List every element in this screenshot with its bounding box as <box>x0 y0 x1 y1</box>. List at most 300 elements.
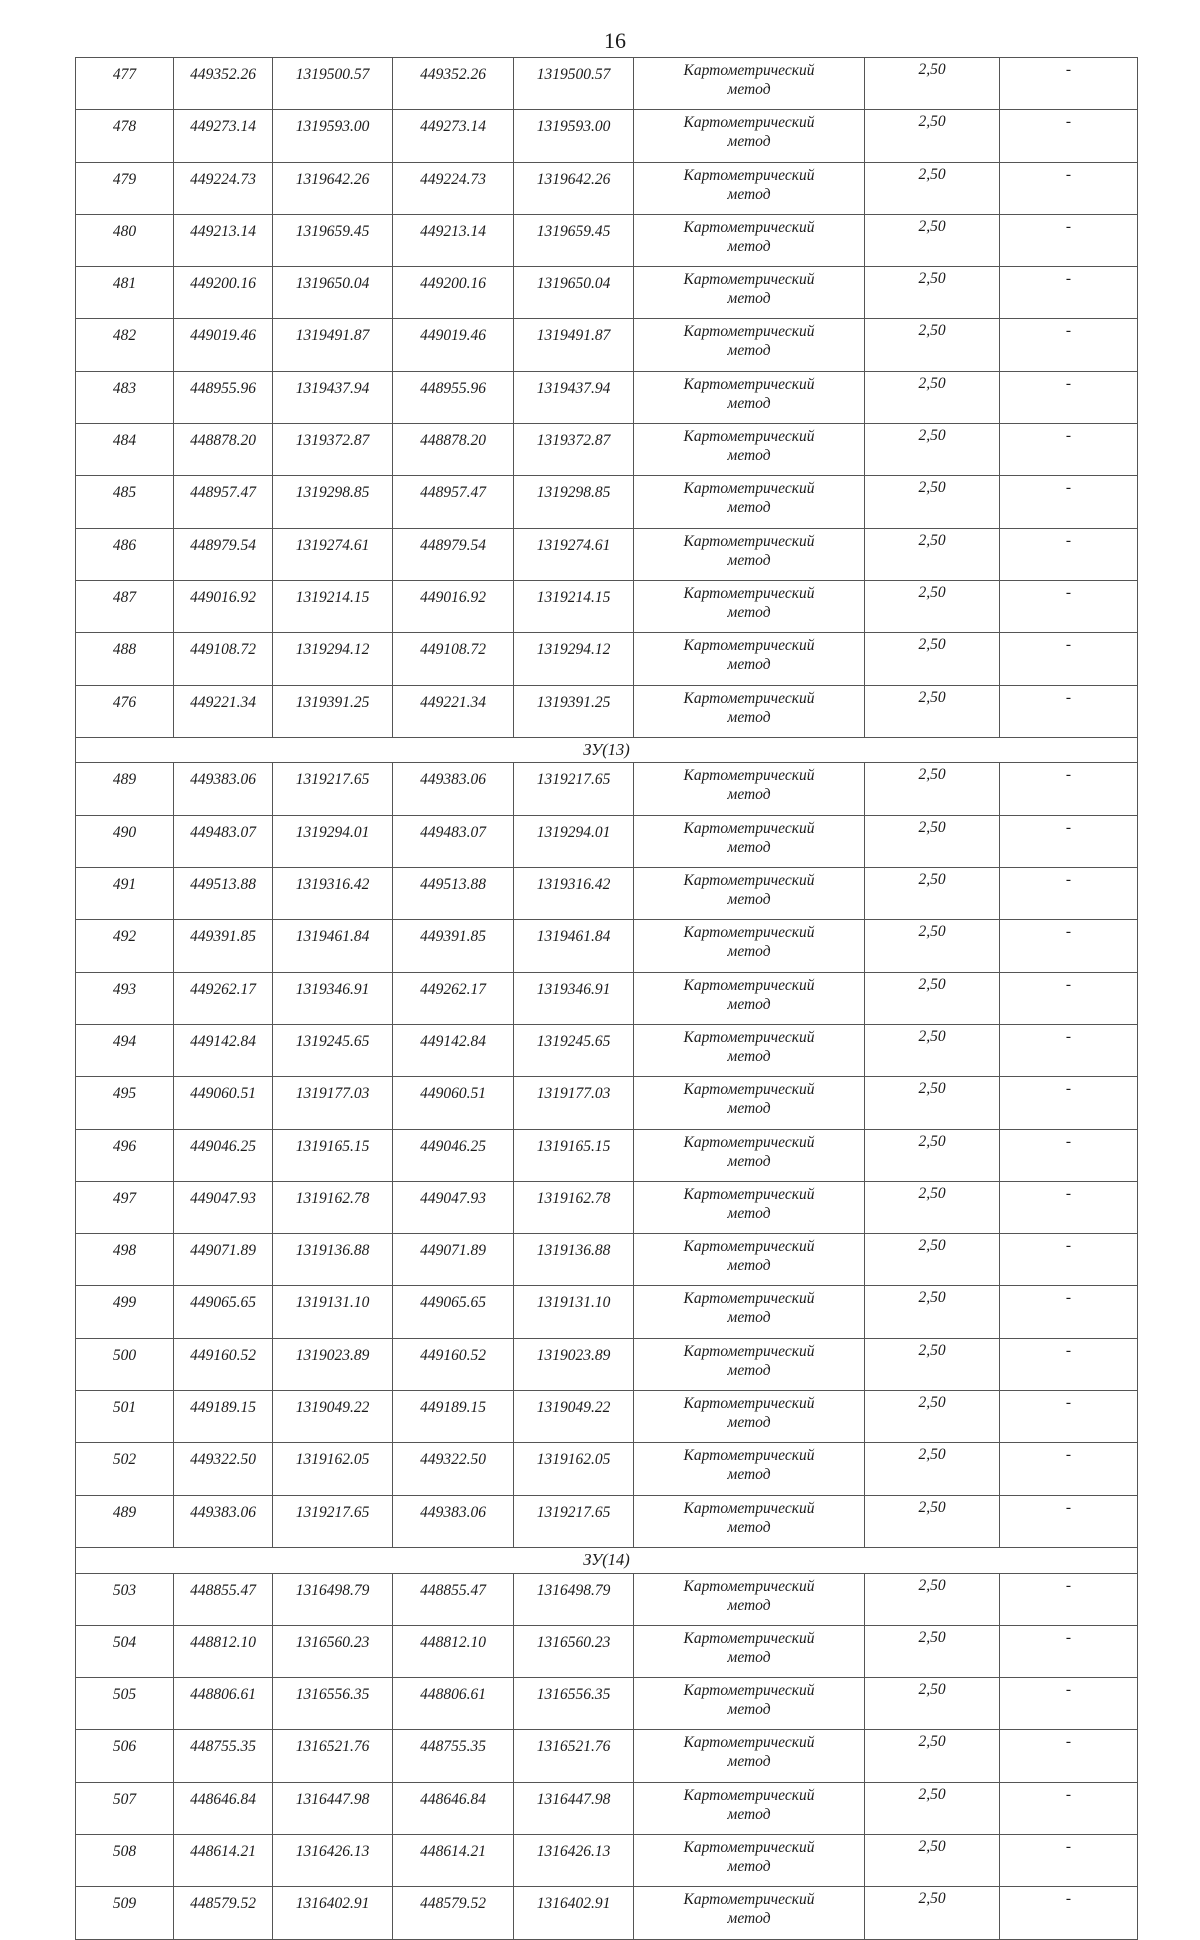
method-line-2: метод <box>727 1414 771 1432</box>
point-number-cell: 476 <box>76 685 174 737</box>
method-line-2: метод <box>727 499 771 517</box>
method-line-2: метод <box>727 1701 771 1719</box>
description-cell: - <box>1000 815 1138 867</box>
x-coord-existing-cell: 449483.07 <box>174 815 273 867</box>
point-number-cell: 487 <box>76 580 174 632</box>
method-cell <box>634 1181 865 1233</box>
method-cell <box>634 1782 865 1834</box>
y-coord-new-cell: 1319274.61 <box>514 528 634 580</box>
x-coord-existing-cell: 449513.88 <box>174 868 273 920</box>
y-coord-existing-cell: 1319461.84 <box>273 920 393 972</box>
method-cell <box>634 424 865 476</box>
description-cell: - <box>1000 476 1138 528</box>
y-coord-new-cell: 1319023.89 <box>514 1338 634 1390</box>
y-coord-new-cell: 1319294.12 <box>514 633 634 685</box>
method-line-2: метод <box>727 551 771 569</box>
method-cell <box>634 1443 865 1495</box>
description-cell: - <box>1000 528 1138 580</box>
method-line-2: метод <box>727 1596 771 1614</box>
x-coord-new-cell: 449224.73 <box>393 162 514 214</box>
y-coord-new-cell: 1316560.23 <box>514 1625 634 1677</box>
method-line-2: метод <box>727 708 771 726</box>
x-coord-existing-cell: 449383.06 <box>174 763 273 815</box>
x-coord-new-cell: 449383.06 <box>393 763 514 815</box>
method-line-1: Картометрический <box>683 480 815 498</box>
method-line-1: Картометрический <box>683 1185 815 1203</box>
description-cell: - <box>1000 1181 1138 1233</box>
point-number-cell: 485 <box>76 476 174 528</box>
y-coord-existing-cell: 1319049.22 <box>273 1391 393 1443</box>
x-coord-existing-cell: 449047.93 <box>174 1181 273 1233</box>
method-line-1: Картометрический <box>683 218 815 236</box>
accuracy-cell: 2,50 <box>865 1887 1000 1939</box>
y-coord-new-cell: 1319316.42 <box>514 868 634 920</box>
x-coord-new-cell: 449221.34 <box>393 685 514 737</box>
table-row <box>76 267 1138 319</box>
table-row <box>76 1234 1138 1286</box>
description-cell: - <box>1000 685 1138 737</box>
x-coord-existing-cell: 449391.85 <box>174 920 273 972</box>
point-number-cell: 489 <box>76 763 174 815</box>
table-row <box>76 1625 1138 1677</box>
x-coord-new-cell: 449071.89 <box>393 1234 514 1286</box>
table-row <box>76 1338 1138 1390</box>
x-coord-new-cell: 448812.10 <box>393 1625 514 1677</box>
description-cell: - <box>1000 371 1138 423</box>
method-line-2: метод <box>727 394 771 412</box>
method-line-2: метод <box>727 1047 771 1065</box>
table-row <box>76 110 1138 162</box>
x-coord-existing-cell: 448646.84 <box>174 1782 273 1834</box>
table-row <box>76 476 1138 528</box>
method-cell <box>634 868 865 920</box>
method-cell <box>634 1024 865 1076</box>
accuracy-cell: 2,50 <box>865 371 1000 423</box>
x-coord-existing-cell: 449108.72 <box>174 633 273 685</box>
description-cell: - <box>1000 763 1138 815</box>
method-line-2: метод <box>727 1204 771 1222</box>
x-coord-new-cell: 449046.25 <box>393 1129 514 1181</box>
point-number-cell: 489 <box>76 1495 174 1547</box>
table-row <box>76 1834 1138 1886</box>
x-coord-existing-cell: 449160.52 <box>174 1338 273 1390</box>
y-coord-existing-cell: 1319391.25 <box>273 685 393 737</box>
x-coord-existing-cell: 449142.84 <box>174 1024 273 1076</box>
accuracy-cell: 2,50 <box>865 476 1000 528</box>
method-cell <box>634 162 865 214</box>
x-coord-existing-cell: 448579.52 <box>174 1887 273 1939</box>
method-cell <box>634 1338 865 1390</box>
x-coord-existing-cell: 448955.96 <box>174 371 273 423</box>
method-line-2: метод <box>727 1309 771 1327</box>
method-line-2: метод <box>727 1857 771 1875</box>
accuracy-cell: 2,50 <box>865 685 1000 737</box>
y-coord-existing-cell: 1319245.65 <box>273 1024 393 1076</box>
x-coord-new-cell: 448955.96 <box>393 371 514 423</box>
x-coord-existing-cell: 449352.26 <box>174 58 273 110</box>
point-number-cell: 493 <box>76 972 174 1024</box>
accuracy-cell: 2,50 <box>865 1077 1000 1129</box>
table-row <box>76 815 1138 867</box>
method-line-1: Картометрический <box>683 1081 815 1099</box>
method-line-1: Картометрический <box>683 1028 815 1046</box>
description-cell: - <box>1000 580 1138 632</box>
table-row <box>76 920 1138 972</box>
point-number-cell: 507 <box>76 1782 174 1834</box>
method-line-1: Картометрический <box>683 872 815 890</box>
description-cell: - <box>1000 1782 1138 1834</box>
accuracy-cell: 2,50 <box>865 1129 1000 1181</box>
method-line-1: Картометрический <box>683 1290 815 1308</box>
y-coord-existing-cell: 1316447.98 <box>273 1782 393 1834</box>
point-number-cell: 503 <box>76 1573 174 1625</box>
accuracy-cell: 2,50 <box>865 267 1000 319</box>
method-cell <box>634 920 865 972</box>
accuracy-cell: 2,50 <box>865 1338 1000 1390</box>
y-coord-new-cell: 1319372.87 <box>514 424 634 476</box>
y-coord-new-cell: 1319491.87 <box>514 319 634 371</box>
point-number-cell: 480 <box>76 214 174 266</box>
y-coord-new-cell: 1316426.13 <box>514 1834 634 1886</box>
accuracy-cell: 2,50 <box>865 1286 1000 1338</box>
accuracy-cell: 2,50 <box>865 110 1000 162</box>
method-line-2: метод <box>727 133 771 151</box>
y-coord-new-cell: 1319049.22 <box>514 1391 634 1443</box>
accuracy-cell: 2,50 <box>865 1573 1000 1625</box>
y-coord-new-cell: 1319217.65 <box>514 1495 634 1547</box>
table-row <box>76 580 1138 632</box>
x-coord-existing-cell: 449224.73 <box>174 162 273 214</box>
accuracy-cell: 2,50 <box>865 1495 1000 1547</box>
y-coord-existing-cell: 1316498.79 <box>273 1573 393 1625</box>
point-number-cell: 505 <box>76 1678 174 1730</box>
method-line-2: метод <box>727 656 771 674</box>
method-line-1: Картометрический <box>683 271 815 289</box>
table-row <box>76 1024 1138 1076</box>
x-coord-existing-cell: 448806.61 <box>174 1678 273 1730</box>
description-cell: - <box>1000 920 1138 972</box>
accuracy-cell: 2,50 <box>865 424 1000 476</box>
y-coord-existing-cell: 1319165.15 <box>273 1129 393 1181</box>
accuracy-cell: 2,50 <box>865 1678 1000 1730</box>
method-line-2: метод <box>727 786 771 804</box>
table-row <box>76 763 1138 815</box>
point-number-cell: 479 <box>76 162 174 214</box>
accuracy-cell: 2,50 <box>865 162 1000 214</box>
method-cell <box>634 528 865 580</box>
y-coord-new-cell: 1319593.00 <box>514 110 634 162</box>
x-coord-existing-cell: 448979.54 <box>174 528 273 580</box>
description-cell: - <box>1000 1573 1138 1625</box>
x-coord-existing-cell: 449189.15 <box>174 1391 273 1443</box>
y-coord-new-cell: 1316556.35 <box>514 1678 634 1730</box>
y-coord-existing-cell: 1319298.85 <box>273 476 393 528</box>
description-cell: - <box>1000 1338 1138 1390</box>
accuracy-cell: 2,50 <box>865 1834 1000 1886</box>
accuracy-cell: 2,50 <box>865 920 1000 972</box>
x-coord-new-cell: 448806.61 <box>393 1678 514 1730</box>
table-row <box>76 162 1138 214</box>
point-number-cell: 499 <box>76 1286 174 1338</box>
y-coord-new-cell: 1319162.78 <box>514 1181 634 1233</box>
y-coord-new-cell: 1319294.01 <box>514 815 634 867</box>
y-coord-existing-cell: 1319136.88 <box>273 1234 393 1286</box>
point-number-cell: 504 <box>76 1625 174 1677</box>
coordinates-table <box>75 57 1138 1940</box>
point-number-cell: 481 <box>76 267 174 319</box>
method-line-1: Картометрический <box>683 114 815 132</box>
y-coord-existing-cell: 1319294.01 <box>273 815 393 867</box>
coordinates-table-body <box>76 58 1138 1940</box>
point-number-cell: 483 <box>76 371 174 423</box>
accuracy-cell: 2,50 <box>865 1234 1000 1286</box>
method-line-1: Картометрический <box>683 1577 815 1595</box>
section-header-row <box>76 737 1138 763</box>
y-coord-new-cell: 1319214.15 <box>514 580 634 632</box>
description-cell: - <box>1000 1024 1138 1076</box>
method-line-2: метод <box>727 447 771 465</box>
accuracy-cell: 2,50 <box>865 868 1000 920</box>
method-line-2: метод <box>727 1910 771 1928</box>
method-line-1: Картометрический <box>683 976 815 994</box>
y-coord-existing-cell: 1319177.03 <box>273 1077 393 1129</box>
point-number-cell: 492 <box>76 920 174 972</box>
description-cell: - <box>1000 214 1138 266</box>
y-coord-new-cell: 1319461.84 <box>514 920 634 972</box>
table-row <box>76 1573 1138 1625</box>
y-coord-existing-cell: 1319162.05 <box>273 1443 393 1495</box>
method-line-2: метод <box>727 185 771 203</box>
method-line-1: Картометрический <box>683 1238 815 1256</box>
method-cell <box>634 633 865 685</box>
x-coord-existing-cell: 448614.21 <box>174 1834 273 1886</box>
description-cell: - <box>1000 162 1138 214</box>
x-coord-existing-cell: 449213.14 <box>174 214 273 266</box>
method-line-1: Картометрический <box>683 1499 815 1517</box>
section-title: ЗУ(13) <box>76 737 1138 763</box>
method-line-1: Картометрический <box>683 1786 815 1804</box>
method-cell <box>634 1077 865 1129</box>
table-row <box>76 1443 1138 1495</box>
y-coord-existing-cell: 1319217.65 <box>273 763 393 815</box>
y-coord-existing-cell: 1319491.87 <box>273 319 393 371</box>
x-coord-existing-cell: 448855.47 <box>174 1573 273 1625</box>
y-coord-new-cell: 1316498.79 <box>514 1573 634 1625</box>
y-coord-new-cell: 1319162.05 <box>514 1443 634 1495</box>
accuracy-cell: 2,50 <box>865 528 1000 580</box>
x-coord-new-cell: 448878.20 <box>393 424 514 476</box>
y-coord-new-cell: 1319391.25 <box>514 685 634 737</box>
x-coord-new-cell: 448855.47 <box>393 1573 514 1625</box>
section-header-row <box>76 1547 1138 1573</box>
x-coord-new-cell: 449352.26 <box>393 58 514 110</box>
y-coord-existing-cell: 1319650.04 <box>273 267 393 319</box>
description-cell: - <box>1000 319 1138 371</box>
method-line-1: Картометрический <box>683 1734 815 1752</box>
y-coord-existing-cell: 1316402.91 <box>273 1887 393 1939</box>
method-line-2: метод <box>727 1466 771 1484</box>
x-coord-existing-cell: 449060.51 <box>174 1077 273 1129</box>
y-coord-existing-cell: 1319131.10 <box>273 1286 393 1338</box>
method-line-2: метод <box>727 1648 771 1666</box>
y-coord-existing-cell: 1319500.57 <box>273 58 393 110</box>
y-coord-new-cell: 1319437.94 <box>514 371 634 423</box>
y-coord-new-cell: 1319298.85 <box>514 476 634 528</box>
method-cell <box>634 476 865 528</box>
description-cell: - <box>1000 1129 1138 1181</box>
method-line-1: Картометрический <box>683 1395 815 1413</box>
x-coord-existing-cell: 449019.46 <box>174 319 273 371</box>
y-coord-existing-cell: 1319437.94 <box>273 371 393 423</box>
x-coord-existing-cell: 449071.89 <box>174 1234 273 1286</box>
point-number-cell: 506 <box>76 1730 174 1782</box>
description-cell: - <box>1000 1234 1138 1286</box>
table-row <box>76 1730 1138 1782</box>
table-row <box>76 868 1138 920</box>
description-cell: - <box>1000 1391 1138 1443</box>
accuracy-cell: 2,50 <box>865 214 1000 266</box>
method-cell <box>634 214 865 266</box>
accuracy-cell: 2,50 <box>865 763 1000 815</box>
table-row <box>76 319 1138 371</box>
accuracy-cell: 2,50 <box>865 633 1000 685</box>
y-coord-existing-cell: 1316521.76 <box>273 1730 393 1782</box>
method-line-1: Картометрический <box>683 323 815 341</box>
method-cell <box>634 1391 865 1443</box>
x-coord-existing-cell: 448878.20 <box>174 424 273 476</box>
method-line-2: метод <box>727 943 771 961</box>
description-cell: - <box>1000 1730 1138 1782</box>
y-coord-new-cell: 1316521.76 <box>514 1730 634 1782</box>
point-number-cell: 482 <box>76 319 174 371</box>
accuracy-cell: 2,50 <box>865 1391 1000 1443</box>
x-coord-new-cell: 448646.84 <box>393 1782 514 1834</box>
method-cell <box>634 1286 865 1338</box>
x-coord-new-cell: 449391.85 <box>393 920 514 972</box>
table-row <box>76 1077 1138 1129</box>
y-coord-new-cell: 1319177.03 <box>514 1077 634 1129</box>
description-cell: - <box>1000 1286 1138 1338</box>
point-number-cell: 484 <box>76 424 174 476</box>
y-coord-new-cell: 1319136.88 <box>514 1234 634 1286</box>
description-cell: - <box>1000 110 1138 162</box>
method-line-2: метод <box>727 1753 771 1771</box>
description-cell: - <box>1000 1625 1138 1677</box>
method-line-1: Картометрический <box>683 819 815 837</box>
description-cell: - <box>1000 868 1138 920</box>
x-coord-new-cell: 449047.93 <box>393 1181 514 1233</box>
x-coord-new-cell: 448614.21 <box>393 1834 514 1886</box>
y-coord-new-cell: 1316402.91 <box>514 1887 634 1939</box>
x-coord-new-cell: 449383.06 <box>393 1495 514 1547</box>
method-cell <box>634 763 865 815</box>
y-coord-new-cell: 1319346.91 <box>514 972 634 1024</box>
x-coord-existing-cell: 448812.10 <box>174 1625 273 1677</box>
y-coord-existing-cell: 1316560.23 <box>273 1625 393 1677</box>
y-coord-existing-cell: 1319214.15 <box>273 580 393 632</box>
method-line-2: метод <box>727 81 771 98</box>
section-title: ЗУ(14) <box>76 1547 1138 1573</box>
method-line-2: метод <box>727 290 771 308</box>
table-row <box>76 371 1138 423</box>
table-row <box>76 685 1138 737</box>
x-coord-existing-cell: 448755.35 <box>174 1730 273 1782</box>
point-number-cell: 509 <box>76 1887 174 1939</box>
x-coord-new-cell: 448579.52 <box>393 1887 514 1939</box>
method-line-2: метод <box>727 1361 771 1379</box>
description-cell: - <box>1000 1495 1138 1547</box>
y-coord-existing-cell: 1319294.12 <box>273 633 393 685</box>
accuracy-cell: 2,50 <box>865 1181 1000 1233</box>
method-line-1: Картометрический <box>683 767 815 785</box>
x-coord-new-cell: 449273.14 <box>393 110 514 162</box>
method-cell <box>634 1234 865 1286</box>
point-number-cell: 494 <box>76 1024 174 1076</box>
y-coord-existing-cell: 1319023.89 <box>273 1338 393 1390</box>
method-cell <box>634 1573 865 1625</box>
method-cell <box>634 1495 865 1547</box>
description-cell: - <box>1000 267 1138 319</box>
table-row <box>76 1678 1138 1730</box>
y-coord-existing-cell: 1319372.87 <box>273 424 393 476</box>
table-row <box>76 1286 1138 1338</box>
x-coord-existing-cell: 449046.25 <box>174 1129 273 1181</box>
x-coord-new-cell: 448957.47 <box>393 476 514 528</box>
y-coord-existing-cell: 1319316.42 <box>273 868 393 920</box>
table-row <box>76 528 1138 580</box>
accuracy-cell: 2,50 <box>865 1782 1000 1834</box>
description-cell: - <box>1000 633 1138 685</box>
x-coord-new-cell: 449513.88 <box>393 868 514 920</box>
method-line-1: Картометрический <box>683 1682 815 1700</box>
x-coord-existing-cell: 449383.06 <box>174 1495 273 1547</box>
method-line-1: Картометрический <box>683 1838 815 1856</box>
method-line-1: Картометрический <box>683 1133 815 1151</box>
x-coord-new-cell: 448755.35 <box>393 1730 514 1782</box>
method-cell <box>634 319 865 371</box>
method-line-2: метод <box>727 1257 771 1275</box>
x-coord-new-cell: 449262.17 <box>393 972 514 1024</box>
x-coord-new-cell: 449322.50 <box>393 1443 514 1495</box>
y-coord-new-cell: 1319500.57 <box>514 58 634 110</box>
y-coord-new-cell: 1319245.65 <box>514 1024 634 1076</box>
description-cell: - <box>1000 424 1138 476</box>
description-cell: - <box>1000 58 1138 110</box>
point-number-cell: 502 <box>76 1443 174 1495</box>
method-line-2: метод <box>727 838 771 856</box>
method-cell <box>634 972 865 1024</box>
x-coord-existing-cell: 449273.14 <box>174 110 273 162</box>
method-line-1: Картометрический <box>683 166 815 184</box>
x-coord-existing-cell: 449065.65 <box>174 1286 273 1338</box>
method-cell <box>634 267 865 319</box>
y-coord-existing-cell: 1316426.13 <box>273 1834 393 1886</box>
method-cell <box>634 1129 865 1181</box>
table-row <box>76 972 1138 1024</box>
y-coord-new-cell: 1319165.15 <box>514 1129 634 1181</box>
x-coord-existing-cell: 449221.34 <box>174 685 273 737</box>
x-coord-new-cell: 449108.72 <box>393 633 514 685</box>
method-line-2: метод <box>727 1152 771 1170</box>
method-line-2: метод <box>727 342 771 360</box>
description-cell: - <box>1000 1077 1138 1129</box>
point-number-cell: 491 <box>76 868 174 920</box>
x-coord-existing-cell: 449262.17 <box>174 972 273 1024</box>
table-row <box>76 1887 1138 1939</box>
accuracy-cell: 2,50 <box>865 580 1000 632</box>
x-coord-new-cell: 449019.46 <box>393 319 514 371</box>
y-coord-existing-cell: 1319346.91 <box>273 972 393 1024</box>
